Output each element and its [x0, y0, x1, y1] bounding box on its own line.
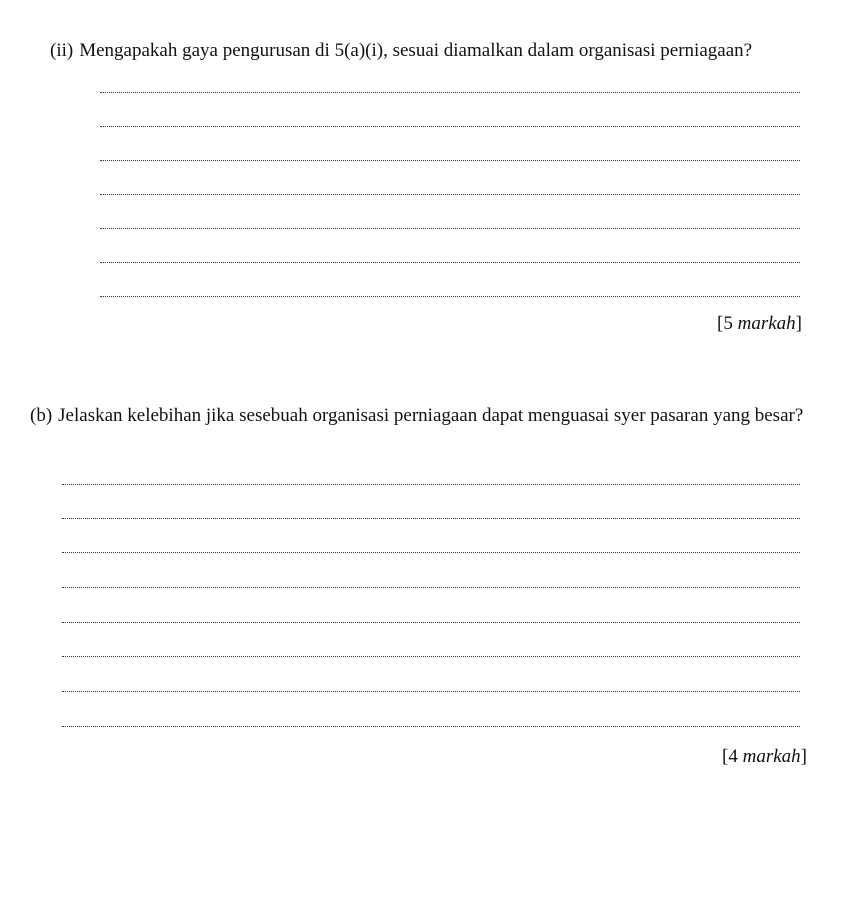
question-ii-label: (ii) — [50, 40, 74, 61]
marks-word: markah — [737, 313, 796, 334]
question-ii-text: Mengapakah gaya pengurusan di 5(a)(i), sesuai diamalkan dalam organisasi perniagaan? — [79, 40, 753, 61]
answer-line[interactable] — [100, 228, 800, 229]
marks-close: ] — [800, 746, 807, 767]
marks-close: ] — [795, 313, 802, 334]
answer-line[interactable] — [62, 587, 800, 588]
answer-line[interactable] — [62, 518, 800, 519]
answer-line[interactable] — [62, 726, 800, 727]
question-ii-marks — [717, 313, 802, 335]
question-b-marks — [722, 746, 807, 768]
answer-line[interactable] — [62, 552, 800, 553]
answer-line[interactable] — [100, 194, 800, 195]
answer-line[interactable] — [62, 691, 800, 692]
question-ii-prompt — [50, 40, 830, 63]
answer-line[interactable] — [62, 656, 800, 657]
answer-line[interactable] — [100, 126, 800, 127]
marks-open: [5 — [717, 313, 738, 334]
answer-line[interactable] — [100, 262, 800, 263]
answer-line[interactable] — [100, 160, 800, 161]
answer-line[interactable] — [100, 296, 800, 297]
question-b-text: Jelaskan kelebihan jika sesebuah organisasi perniagaan dapat menguasai syer pasaran yang besar? — [58, 405, 804, 426]
answer-line[interactable] — [100, 92, 800, 93]
marks-open: [4 — [722, 746, 743, 767]
answer-line[interactable] — [62, 484, 800, 485]
marks-word: markah — [742, 746, 801, 767]
answer-line[interactable] — [62, 622, 800, 623]
question-b-label: (b) — [30, 405, 53, 426]
question-b-prompt — [30, 403, 820, 430]
